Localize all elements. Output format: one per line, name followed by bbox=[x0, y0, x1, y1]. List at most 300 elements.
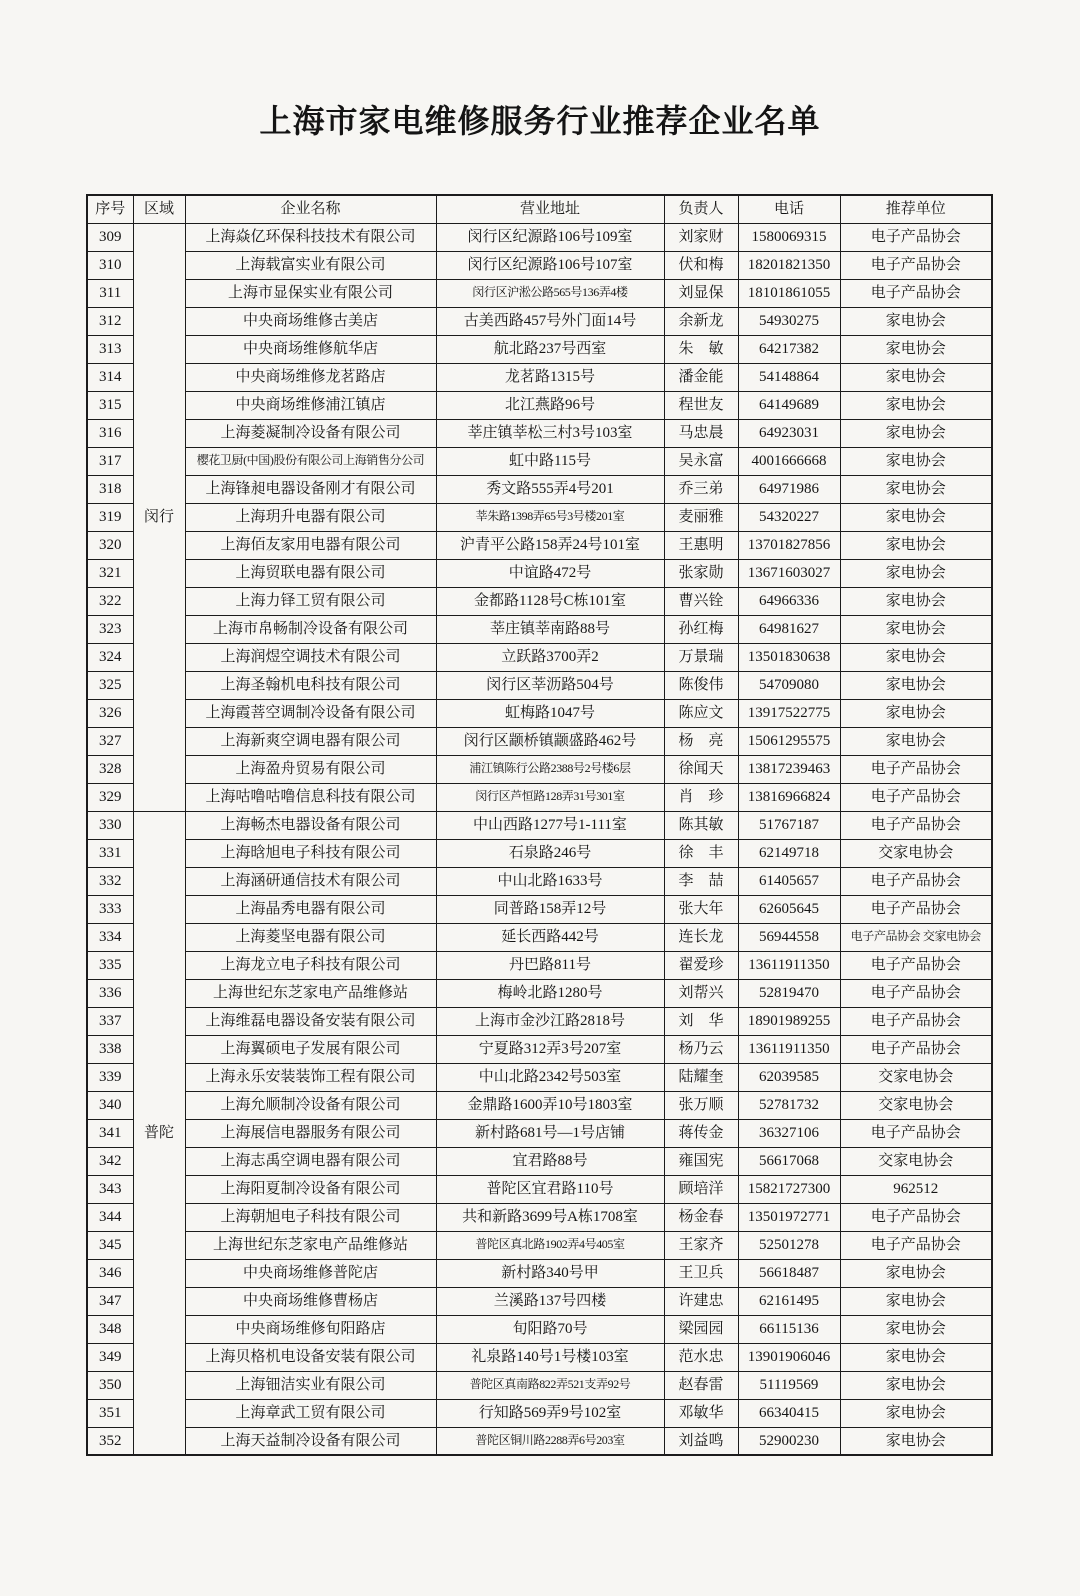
cell-company: 上海世纪东芝家电产品维修站 bbox=[185, 979, 436, 1007]
cell-person: 徐 丰 bbox=[664, 839, 738, 867]
cell-address: 普陀区铜川路2288弄6号203室 bbox=[436, 1427, 664, 1455]
cell-phone: 18201821350 bbox=[738, 251, 840, 279]
cell-recommender: 交家电协会 bbox=[840, 1147, 992, 1175]
cell-recommender: 家电协会 bbox=[840, 671, 992, 699]
cell-recommender: 电子产品协会 交家电协会 bbox=[840, 923, 992, 951]
cell-person: 孙红梅 bbox=[664, 615, 738, 643]
cell-recommender: 电子产品协会 bbox=[840, 251, 992, 279]
cell-recommender: 家电协会 bbox=[840, 1371, 992, 1399]
cell-recommender: 家电协会 bbox=[840, 475, 992, 503]
cell-person: 王惠明 bbox=[664, 531, 738, 559]
table-row bbox=[87, 1315, 992, 1343]
cell-serial: 349 bbox=[87, 1343, 133, 1371]
cell-phone: 52900230 bbox=[738, 1427, 840, 1455]
cell-phone: 18101861055 bbox=[738, 279, 840, 307]
cell-person: 张大年 bbox=[664, 895, 738, 923]
cell-company: 上海锋昶电器设备刚才有限公司 bbox=[185, 475, 436, 503]
cell-phone: 15821727300 bbox=[738, 1175, 840, 1203]
cell-serial: 320 bbox=[87, 531, 133, 559]
cell-serial: 331 bbox=[87, 839, 133, 867]
cell-person: 程世友 bbox=[664, 391, 738, 419]
cell-serial: 311 bbox=[87, 279, 133, 307]
table-row bbox=[87, 1343, 992, 1371]
cell-phone: 52819470 bbox=[738, 979, 840, 1007]
table-row bbox=[87, 615, 992, 643]
table-row bbox=[87, 755, 992, 783]
cell-recommender: 电子产品协会 bbox=[840, 811, 992, 839]
cell-phone: 62161495 bbox=[738, 1287, 840, 1315]
cell-recommender: 电子产品协会 bbox=[840, 783, 992, 811]
cell-address: 龙茗路1315号 bbox=[436, 363, 664, 391]
cell-address: 礼泉路140号1号楼103室 bbox=[436, 1343, 664, 1371]
column-header: 负责人 bbox=[664, 195, 738, 223]
cell-address: 浦江镇陈行公路2388号2号楼6层 bbox=[436, 755, 664, 783]
cell-phone: 54709080 bbox=[738, 671, 840, 699]
cell-address: 莘庄镇莘松三村3号103室 bbox=[436, 419, 664, 447]
cell-person: 徐闻天 bbox=[664, 755, 738, 783]
cell-company: 上海润煜空调技术有限公司 bbox=[185, 643, 436, 671]
cell-serial: 342 bbox=[87, 1147, 133, 1175]
cell-recommender: 电子产品协会 bbox=[840, 1035, 992, 1063]
cell-serial: 338 bbox=[87, 1035, 133, 1063]
cell-company: 上海贝格机电设备安装有限公司 bbox=[185, 1343, 436, 1371]
table-row bbox=[87, 923, 992, 951]
cell-serial: 340 bbox=[87, 1091, 133, 1119]
cell-address: 中山西路1277号1-111室 bbox=[436, 811, 664, 839]
cell-recommender: 电子产品协会 bbox=[840, 1203, 992, 1231]
cell-serial: 336 bbox=[87, 979, 133, 1007]
cell-address: 闵行区芦恒路128弄31号301室 bbox=[436, 783, 664, 811]
cell-person: 刘家财 bbox=[664, 223, 738, 251]
cell-phone: 56617068 bbox=[738, 1147, 840, 1175]
table-body bbox=[87, 223, 992, 1455]
cell-serial: 345 bbox=[87, 1231, 133, 1259]
cell-phone: 13611911350 bbox=[738, 951, 840, 979]
table-row bbox=[87, 1119, 992, 1147]
cell-phone: 52781732 bbox=[738, 1091, 840, 1119]
table-row bbox=[87, 1287, 992, 1315]
cell-recommender: 家电协会 bbox=[840, 643, 992, 671]
table-row bbox=[87, 839, 992, 867]
table-row bbox=[87, 223, 992, 251]
cell-recommender: 家电协会 bbox=[840, 615, 992, 643]
cell-recommender: 电子产品协会 bbox=[840, 279, 992, 307]
cell-phone: 64149689 bbox=[738, 391, 840, 419]
cell-address: 新村路340号甲 bbox=[436, 1259, 664, 1287]
cell-address: 中山北路1633号 bbox=[436, 867, 664, 895]
cell-serial: 325 bbox=[87, 671, 133, 699]
cell-address: 莘朱路1398弄65号3号楼201室 bbox=[436, 503, 664, 531]
cell-company: 上海菱坚电器有限公司 bbox=[185, 923, 436, 951]
table-row bbox=[87, 783, 992, 811]
cell-company: 上海钿洁实业有限公司 bbox=[185, 1371, 436, 1399]
cell-recommender: 电子产品协会 bbox=[840, 1231, 992, 1259]
cell-phone: 15061295575 bbox=[738, 727, 840, 755]
cell-recommender: 家电协会 bbox=[840, 307, 992, 335]
cell-company: 上海朝旭电子科技有限公司 bbox=[185, 1203, 436, 1231]
cell-address: 莘庄镇莘南路88号 bbox=[436, 615, 664, 643]
cell-address: 金鼎路1600弄10号1803室 bbox=[436, 1091, 664, 1119]
column-header: 企业名称 bbox=[185, 195, 436, 223]
table-row bbox=[87, 1203, 992, 1231]
cell-serial: 317 bbox=[87, 447, 133, 475]
cell-serial: 322 bbox=[87, 587, 133, 615]
cell-phone: 64217382 bbox=[738, 335, 840, 363]
cell-company: 上海霞菩空调制冷设备有限公司 bbox=[185, 699, 436, 727]
cell-region: 普陀 bbox=[133, 811, 185, 1455]
cell-serial: 337 bbox=[87, 1007, 133, 1035]
cell-phone: 66115136 bbox=[738, 1315, 840, 1343]
table-row bbox=[87, 1063, 992, 1091]
table-row bbox=[87, 671, 992, 699]
cell-serial: 312 bbox=[87, 307, 133, 335]
cell-address: 金都路1128号C栋101室 bbox=[436, 587, 664, 615]
cell-company: 中央商场维修古美店 bbox=[185, 307, 436, 335]
cell-company: 上海晗旭电子科技有限公司 bbox=[185, 839, 436, 867]
cell-address: 延长西路442号 bbox=[436, 923, 664, 951]
cell-phone: 13816966824 bbox=[738, 783, 840, 811]
cell-phone: 64966336 bbox=[738, 587, 840, 615]
cell-person: 刘益鸣 bbox=[664, 1427, 738, 1455]
cell-phone: 18901989255 bbox=[738, 1007, 840, 1035]
cell-serial: 319 bbox=[87, 503, 133, 531]
cell-person: 张万顺 bbox=[664, 1091, 738, 1119]
table-row bbox=[87, 951, 992, 979]
cell-person: 刘显保 bbox=[664, 279, 738, 307]
table-row bbox=[87, 811, 992, 839]
cell-company: 中央商场维修航华店 bbox=[185, 335, 436, 363]
cell-serial: 321 bbox=[87, 559, 133, 587]
cell-recommender: 电子产品协会 bbox=[840, 867, 992, 895]
cell-address: 中谊路472号 bbox=[436, 559, 664, 587]
cell-serial: 328 bbox=[87, 755, 133, 783]
cell-person: 邓敏华 bbox=[664, 1399, 738, 1427]
cell-recommender: 交家电协会 bbox=[840, 1091, 992, 1119]
cell-company: 上海焱亿环保科技技术有限公司 bbox=[185, 223, 436, 251]
cell-address: 中山北路2342号503室 bbox=[436, 1063, 664, 1091]
cell-serial: 333 bbox=[87, 895, 133, 923]
cell-phone: 54930275 bbox=[738, 307, 840, 335]
table-row bbox=[87, 1371, 992, 1399]
cell-address: 丹巴路811号 bbox=[436, 951, 664, 979]
cell-address: 宜君路88号 bbox=[436, 1147, 664, 1175]
cell-address: 沪青平公路158弄24号101室 bbox=[436, 531, 664, 559]
cell-recommender: 家电协会 bbox=[840, 559, 992, 587]
cell-company: 上海永乐安装装饰工程有限公司 bbox=[185, 1063, 436, 1091]
cell-person: 肖 珍 bbox=[664, 783, 738, 811]
table-row bbox=[87, 979, 992, 1007]
cell-company: 上海天益制冷设备有限公司 bbox=[185, 1427, 436, 1455]
cell-address: 梅岭北路1280号 bbox=[436, 979, 664, 1007]
table-row bbox=[87, 447, 992, 475]
cell-person: 张家勋 bbox=[664, 559, 738, 587]
cell-phone: 1580069315 bbox=[738, 223, 840, 251]
table-header bbox=[87, 195, 992, 223]
cell-serial: 334 bbox=[87, 923, 133, 951]
cell-serial: 344 bbox=[87, 1203, 133, 1231]
cell-person: 翟爱珍 bbox=[664, 951, 738, 979]
header-row bbox=[87, 195, 992, 223]
cell-company: 上海允顺制冷设备有限公司 bbox=[185, 1091, 436, 1119]
cell-company: 上海市显保实业有限公司 bbox=[185, 279, 436, 307]
cell-recommender: 交家电协会 bbox=[840, 1063, 992, 1091]
cell-person: 范水忠 bbox=[664, 1343, 738, 1371]
cell-recommender: 家电协会 bbox=[840, 1315, 992, 1343]
cell-address: 普陀区宜君路110号 bbox=[436, 1175, 664, 1203]
cell-person: 乔三弟 bbox=[664, 475, 738, 503]
cell-address: 兰溪路137号四楼 bbox=[436, 1287, 664, 1315]
cell-person: 顾培洋 bbox=[664, 1175, 738, 1203]
cell-person: 陈应文 bbox=[664, 699, 738, 727]
cell-address: 普陀区真北路1902弄4号405室 bbox=[436, 1231, 664, 1259]
cell-person: 朱 敏 bbox=[664, 335, 738, 363]
cell-recommender: 家电协会 bbox=[840, 1427, 992, 1455]
cell-phone: 62605645 bbox=[738, 895, 840, 923]
cell-recommender: 家电协会 bbox=[840, 727, 992, 755]
cell-address: 闵行区莘沥路504号 bbox=[436, 671, 664, 699]
cell-phone: 62039585 bbox=[738, 1063, 840, 1091]
cell-company: 上海晶秀电器有限公司 bbox=[185, 895, 436, 923]
column-header: 区域 bbox=[133, 195, 185, 223]
cell-recommender: 家电协会 bbox=[840, 363, 992, 391]
cell-phone: 62149718 bbox=[738, 839, 840, 867]
cell-person: 杨金春 bbox=[664, 1203, 738, 1231]
cell-phone: 56618487 bbox=[738, 1259, 840, 1287]
cell-person: 赵春雷 bbox=[664, 1371, 738, 1399]
cell-recommender: 电子产品协会 bbox=[840, 895, 992, 923]
table-row bbox=[87, 559, 992, 587]
cell-company: 上海载富实业有限公司 bbox=[185, 251, 436, 279]
cell-serial: 332 bbox=[87, 867, 133, 895]
cell-phone: 13817239463 bbox=[738, 755, 840, 783]
table-row bbox=[87, 727, 992, 755]
cell-address: 立跃路3700弄2 bbox=[436, 643, 664, 671]
cell-phone: 13701827856 bbox=[738, 531, 840, 559]
table-row bbox=[87, 699, 992, 727]
column-header: 推荐单位 bbox=[840, 195, 992, 223]
cell-address: 虹梅路1047号 bbox=[436, 699, 664, 727]
table-row bbox=[87, 1035, 992, 1063]
cell-address: 石泉路246号 bbox=[436, 839, 664, 867]
cell-address: 闵行区沪淞公路565号136弄4楼 bbox=[436, 279, 664, 307]
cell-person: 梁园园 bbox=[664, 1315, 738, 1343]
cell-person: 陆耀奎 bbox=[664, 1063, 738, 1091]
cell-person: 李 喆 bbox=[664, 867, 738, 895]
cell-serial: 351 bbox=[87, 1399, 133, 1427]
cell-person: 陈其敏 bbox=[664, 811, 738, 839]
cell-recommender: 家电协会 bbox=[840, 587, 992, 615]
table-row bbox=[87, 251, 992, 279]
table-row bbox=[87, 895, 992, 923]
cell-phone: 13501972771 bbox=[738, 1203, 840, 1231]
cell-phone: 36327106 bbox=[738, 1119, 840, 1147]
cell-company: 上海畅杰电器设备有限公司 bbox=[185, 811, 436, 839]
cell-person: 王卫兵 bbox=[664, 1259, 738, 1287]
cell-serial: 315 bbox=[87, 391, 133, 419]
table-row bbox=[87, 391, 992, 419]
cell-company: 上海涵研通信技术有限公司 bbox=[185, 867, 436, 895]
cell-person: 王家齐 bbox=[664, 1231, 738, 1259]
cell-person: 蒋传金 bbox=[664, 1119, 738, 1147]
cell-recommender: 家电协会 bbox=[840, 1287, 992, 1315]
cell-company: 中央商场维修曹杨店 bbox=[185, 1287, 436, 1315]
cell-serial: 327 bbox=[87, 727, 133, 755]
cell-company: 上海阳夏制冷设备有限公司 bbox=[185, 1175, 436, 1203]
cell-company: 上海菱凝制冷设备有限公司 bbox=[185, 419, 436, 447]
cell-recommender: 家电协会 bbox=[840, 447, 992, 475]
table-row bbox=[87, 475, 992, 503]
cell-serial: 348 bbox=[87, 1315, 133, 1343]
cell-serial: 329 bbox=[87, 783, 133, 811]
cell-company: 上海展信电器服务有限公司 bbox=[185, 1119, 436, 1147]
cell-recommender: 家电协会 bbox=[840, 1399, 992, 1427]
cell-person: 陈俊伟 bbox=[664, 671, 738, 699]
cell-phone: 54148864 bbox=[738, 363, 840, 391]
page-title: 上海市家电维修服务行业推荐企业名单 bbox=[259, 103, 821, 139]
cell-serial: 313 bbox=[87, 335, 133, 363]
cell-recommender: 家电协会 bbox=[840, 531, 992, 559]
table-row bbox=[87, 867, 992, 895]
cell-serial: 318 bbox=[87, 475, 133, 503]
cell-phone: 13917522775 bbox=[738, 699, 840, 727]
cell-recommender: 家电协会 bbox=[840, 391, 992, 419]
cell-person: 潘金能 bbox=[664, 363, 738, 391]
cell-company: 上海圣翰机电科技有限公司 bbox=[185, 671, 436, 699]
cell-recommender: 电子产品协会 bbox=[840, 951, 992, 979]
cell-address: 行知路569弄9号102室 bbox=[436, 1399, 664, 1427]
cell-address: 普陀区真南路822弄521支弄92号 bbox=[436, 1371, 664, 1399]
cell-phone: 51119569 bbox=[738, 1371, 840, 1399]
cell-recommender: 电子产品协会 bbox=[840, 223, 992, 251]
table-row bbox=[87, 307, 992, 335]
cell-company: 中央商场维修普陀店 bbox=[185, 1259, 436, 1287]
cell-company: 上海志禹空调电器有限公司 bbox=[185, 1147, 436, 1175]
cell-company: 上海维磊电器设备安装有限公司 bbox=[185, 1007, 436, 1035]
table-row bbox=[87, 363, 992, 391]
cell-phone: 66340415 bbox=[738, 1399, 840, 1427]
table-row bbox=[87, 643, 992, 671]
cell-serial: 347 bbox=[87, 1287, 133, 1315]
cell-address: 新村路681号—1号店铺 bbox=[436, 1119, 664, 1147]
table-row bbox=[87, 1427, 992, 1455]
cell-serial: 350 bbox=[87, 1371, 133, 1399]
company-table bbox=[86, 194, 993, 1456]
cell-address: 上海市金沙江路2818号 bbox=[436, 1007, 664, 1035]
cell-serial: 346 bbox=[87, 1259, 133, 1287]
cell-company: 上海盈舟贸易有限公司 bbox=[185, 755, 436, 783]
cell-person: 麦丽雅 bbox=[664, 503, 738, 531]
cell-address: 共和新路3699号A栋1708室 bbox=[436, 1203, 664, 1231]
cell-recommender: 电子产品协会 bbox=[840, 1119, 992, 1147]
cell-address: 闵行区颛桥镇颛盛路462号 bbox=[436, 727, 664, 755]
table-row bbox=[87, 1259, 992, 1287]
cell-recommender: 家电协会 bbox=[840, 419, 992, 447]
cell-recommender: 交家电协会 bbox=[840, 839, 992, 867]
cell-address: 同普路158弄12号 bbox=[436, 895, 664, 923]
cell-phone: 64981627 bbox=[738, 615, 840, 643]
cell-serial: 323 bbox=[87, 615, 133, 643]
cell-person: 曹兴铨 bbox=[664, 587, 738, 615]
cell-serial: 324 bbox=[87, 643, 133, 671]
cell-company: 中央商场维修龙茗路店 bbox=[185, 363, 436, 391]
cell-company: 上海佰友家用电器有限公司 bbox=[185, 531, 436, 559]
table-row bbox=[87, 531, 992, 559]
cell-person: 马忠晨 bbox=[664, 419, 738, 447]
cell-person: 伏和梅 bbox=[664, 251, 738, 279]
cell-recommender: 电子产品协会 bbox=[840, 1007, 992, 1035]
table-row bbox=[87, 279, 992, 307]
cell-address: 闵行区纪源路106号107室 bbox=[436, 251, 664, 279]
cell-serial: 309 bbox=[87, 223, 133, 251]
cell-phone: 54320227 bbox=[738, 503, 840, 531]
column-header: 电话 bbox=[738, 195, 840, 223]
cell-phone: 13671603027 bbox=[738, 559, 840, 587]
cell-person: 万景瑞 bbox=[664, 643, 738, 671]
table-row bbox=[87, 503, 992, 531]
table-row bbox=[87, 1399, 992, 1427]
cell-address: 北江燕路96号 bbox=[436, 391, 664, 419]
cell-person: 吴永富 bbox=[664, 447, 738, 475]
cell-recommender: 电子产品协会 bbox=[840, 979, 992, 1007]
cell-recommender: 家电协会 bbox=[840, 503, 992, 531]
cell-person: 许建忠 bbox=[664, 1287, 738, 1315]
cell-phone: 4001666668 bbox=[738, 447, 840, 475]
cell-phone: 13901906046 bbox=[738, 1343, 840, 1371]
cell-phone: 61405657 bbox=[738, 867, 840, 895]
cell-company: 上海章武工贸有限公司 bbox=[185, 1399, 436, 1427]
cell-person: 杨 亮 bbox=[664, 727, 738, 755]
cell-recommender: 电子产品协会 bbox=[840, 755, 992, 783]
cell-address: 闵行区纪源路106号109室 bbox=[436, 223, 664, 251]
cell-serial: 339 bbox=[87, 1063, 133, 1091]
cell-serial: 343 bbox=[87, 1175, 133, 1203]
cell-company: 上海翼硕电子发展有限公司 bbox=[185, 1035, 436, 1063]
table-row bbox=[87, 1147, 992, 1175]
column-header: 序号 bbox=[87, 195, 133, 223]
cell-recommender: 家电协会 bbox=[840, 1259, 992, 1287]
cell-phone: 51767187 bbox=[738, 811, 840, 839]
cell-address: 古美西路457号外门面14号 bbox=[436, 307, 664, 335]
cell-company: 上海新爽空调电器有限公司 bbox=[185, 727, 436, 755]
cell-region: 闵行 bbox=[133, 223, 185, 811]
cell-address: 航北路237号西室 bbox=[436, 335, 664, 363]
cell-company: 上海世纪东芝家电产品维修站 bbox=[185, 1231, 436, 1259]
cell-company: 上海市帛畅制冷设备有限公司 bbox=[185, 615, 436, 643]
cell-company: 上海龙立电子科技有限公司 bbox=[185, 951, 436, 979]
column-header: 营业地址 bbox=[436, 195, 664, 223]
cell-recommender: 962512 bbox=[840, 1175, 992, 1203]
cell-phone: 64971986 bbox=[738, 475, 840, 503]
table-row bbox=[87, 335, 992, 363]
cell-person: 余新龙 bbox=[664, 307, 738, 335]
cell-recommender: 家电协会 bbox=[840, 335, 992, 363]
table-row bbox=[87, 419, 992, 447]
cell-phone: 56944558 bbox=[738, 923, 840, 951]
cell-serial: 341 bbox=[87, 1119, 133, 1147]
cell-person: 杨乃云 bbox=[664, 1035, 738, 1063]
cell-company: 上海力铎工贸有限公司 bbox=[185, 587, 436, 615]
cell-company: 中央商场维修浦江镇店 bbox=[185, 391, 436, 419]
cell-recommender: 家电协会 bbox=[840, 1343, 992, 1371]
cell-person: 雍国宪 bbox=[664, 1147, 738, 1175]
cell-address: 秀文路555弄4号201 bbox=[436, 475, 664, 503]
table-row bbox=[87, 1175, 992, 1203]
cell-company: 上海贸联电器有限公司 bbox=[185, 559, 436, 587]
cell-phone: 13611911350 bbox=[738, 1035, 840, 1063]
cell-phone: 52501278 bbox=[738, 1231, 840, 1259]
cell-serial: 335 bbox=[87, 951, 133, 979]
table-row bbox=[87, 587, 992, 615]
